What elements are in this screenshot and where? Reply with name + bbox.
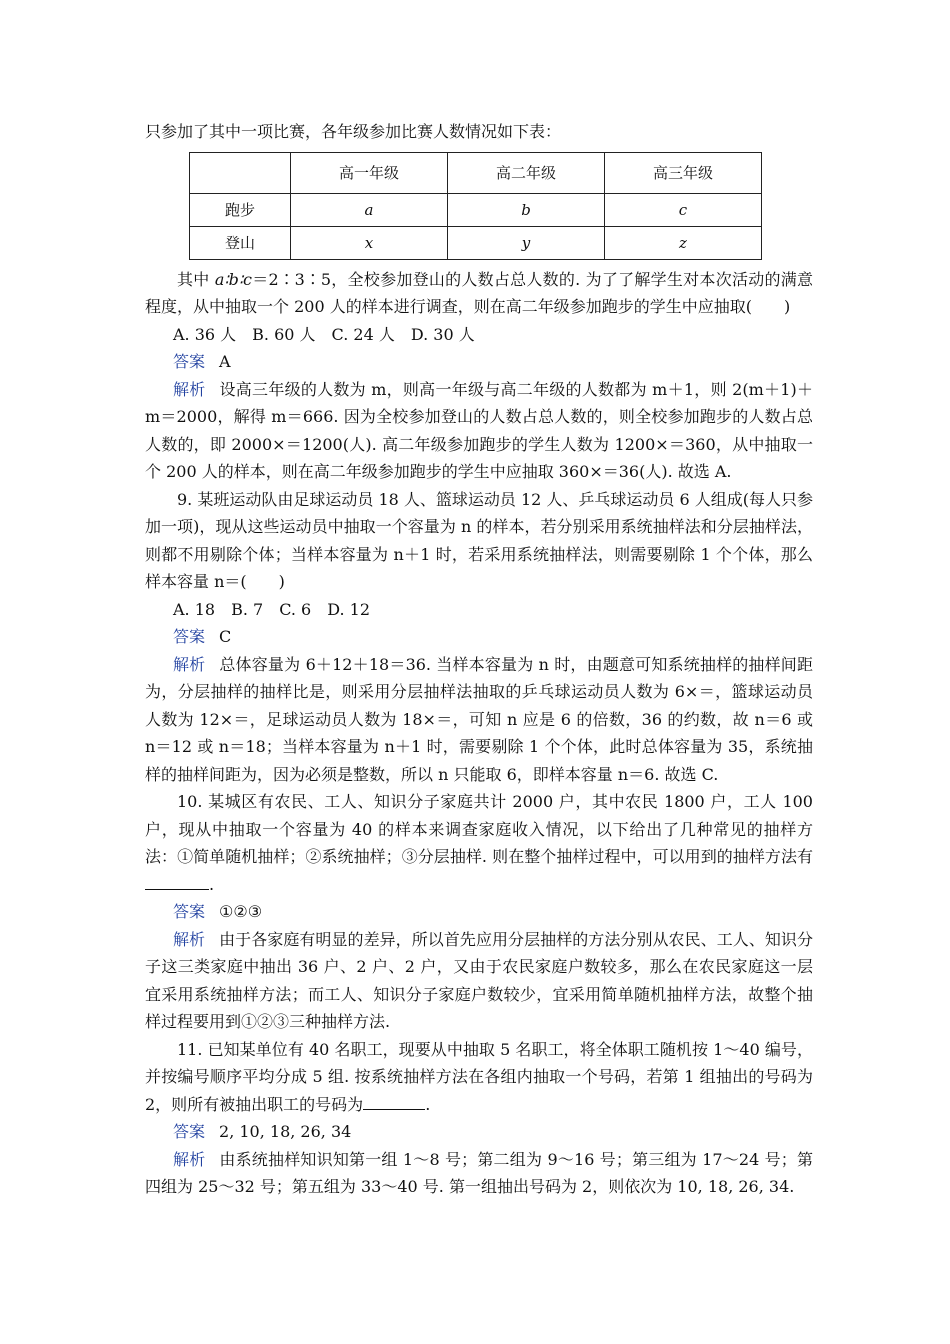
table-cell: c [605,193,762,226]
table-cell: y [448,226,605,259]
table-corner-cell [190,152,291,193]
table-header-cell: 高二年级 [448,152,605,193]
q9-answer [145,623,813,651]
q11-analysis-text: 由系统抽样知识知第一组 1～8 号；第二组为 9～16 号；第三组为 17～24 号；第四组为 25～32 号；第五组为 33～40 号. 第一组抽出号码为 2，则依次为 10, 18, 26, 34. [145,1149,813,1196]
q11-answer-value: 2, 10, 18, 26, 34 [219,1122,352,1141]
q9-analysis [145,651,813,789]
table-cell: x [291,226,448,259]
answer-label: 答案 [173,627,206,646]
q8-stem: 其中 a∶b∶c＝2∶3∶5，全校参加登山的人数占总人数的. 为了了解学生对本次活动的满意程度，从中抽取一个 200 人的样本进行调查，则在高二年级参加跑步的学生中应抽取( ) [145,269,813,316]
answer-label: 答案 [173,902,206,921]
q8-analysis [145,376,813,486]
q10-analysis-text: 由于各家庭有明显的差异，所以首先应用分层抽样的方法分别从农民、工人、知识分子这三类家庭中抽出 36 户、2 户、2 户，又由于农民家庭户数较多，那么在农民家庭这一层宜采用系统抽样方法；而工人、知识分子家庭户数较少，宜采用简单随机抽样方法，故整个抽样过程要用到①②③三种抽样方法. [145,929,813,1031]
q10-stem: 10. 某城区有农民、工人、知识分子家庭共计 2000 户，其中农民 1800 户，工人 100 户，现从中抽取一个容量为 40 的样本来调查家庭收入情况，以下给出了几种常见的抽样方法：①简单随机抽样；②系统抽样；③分层抽样. 则在整个抽样过程中，可以用到的抽样方法有. [145,792,813,894]
table-row [190,226,762,259]
q11-answer [145,1118,813,1146]
q11-analysis [145,1146,813,1201]
q8-options: A. 36 人 B. 60 人 C. 24 人 D. 30 人 [173,324,475,344]
grade-participation-table [189,152,762,260]
answer-label: 答案 [173,1122,206,1141]
q10-answer [145,898,813,926]
table-row-label: 登山 [190,226,291,259]
q9-options: A. 18 B. 7 C. 6 D. 12 [173,599,371,619]
intro-text: 只参加了其中一项比赛，各年级参加比赛人数情况如下表： [145,122,562,141]
q9-stem: 9. 某班运动队由足球运动员 18 人、篮球运动员 12 人、乒乓球运动员 6 人组成(每人只参加一项)，现从这些运动员中抽取一个容量为 n 的样本，若分别采用系统抽样法和分层抽样法，则都不用剔除个体；当样本容量为 n＋1 时，若采用系统抽样法，则需要剔除 1 个个体，那么样本容量 n＝( ) [145,489,814,591]
answer-label: 答案 [173,352,206,371]
table-header-row [190,152,762,193]
q11-answer-blank [363,1095,425,1110]
analysis-label: 解析 [173,1149,206,1169]
table-cell: b [448,193,605,226]
q8-answer [145,348,813,376]
table-row-label: 跑步 [190,193,291,226]
q8-answer-value: A [219,352,231,371]
table-cell: z [605,226,762,259]
analysis-label: 解析 [173,379,206,399]
q11-stem: 11. 已知某单位有 40 名职工，现要从中抽取 5 名职工，将全体职工随机按 1～40 编号，并按编号顺序平均分成 5 组. 按系统抽样方法在各组内抽取一个号码，若第 1 组抽出的号码为 2，则所有被抽出职工的号码为 . [145,1039,813,1114]
table-row [190,193,762,226]
document-page [145,118,813,1201]
q10-answer-value: ①②③ [219,902,263,921]
q8-ratio: a∶b∶c [214,269,252,289]
q8-analysis-text: 设高三年级的人数为 m，则高一年级与高二年级的人数都为 m＋1，则 2(m＋1)＋m＝2000，解得 m＝666. 因为全校参加登山的人数占总人数的，则全校参加跑步的人数占总人数的，即 2000×＝1200(人). 高二年级参加跑步的学生人数为 1200×＝360，从中抽取一个 200 人的样本，则在高二年级参加跑步的学生中应抽取 360×＝36(人). 故选 A. [145,379,813,481]
table-header-cell: 高三年级 [605,152,762,193]
analysis-label: 解析 [173,929,206,949]
q9-analysis-text: 总体容量为 6＋12＋18＝36. 当样本容量为 n 时，由题意可知系统抽样的抽样间距为，分层抽样的抽样比是，则采用分层抽样法抽取的乒乓球运动员人数为 6×＝，篮球运动员人数为 12×＝，足球运动员人数为 18×＝，可知 n 应是 6 的倍数，36 的约数，故 n＝6 或 n＝12 或 n＝18；当样本容量为 n＋1 时，需要剔除 1 个个体，此时总体容量为 35，系统抽样的抽样间距为，因为必须是整数，所以 n 只能取 6，即样本容量 n＝6. 故选 C. [145,654,813,784]
table-cell: a [291,193,448,226]
q10-answer-blank [145,875,209,890]
analysis-label: 解析 [173,654,206,674]
q10-analysis [145,926,813,1036]
table-header-cell: 高一年级 [291,152,448,193]
q9-answer-value: C [219,627,232,646]
